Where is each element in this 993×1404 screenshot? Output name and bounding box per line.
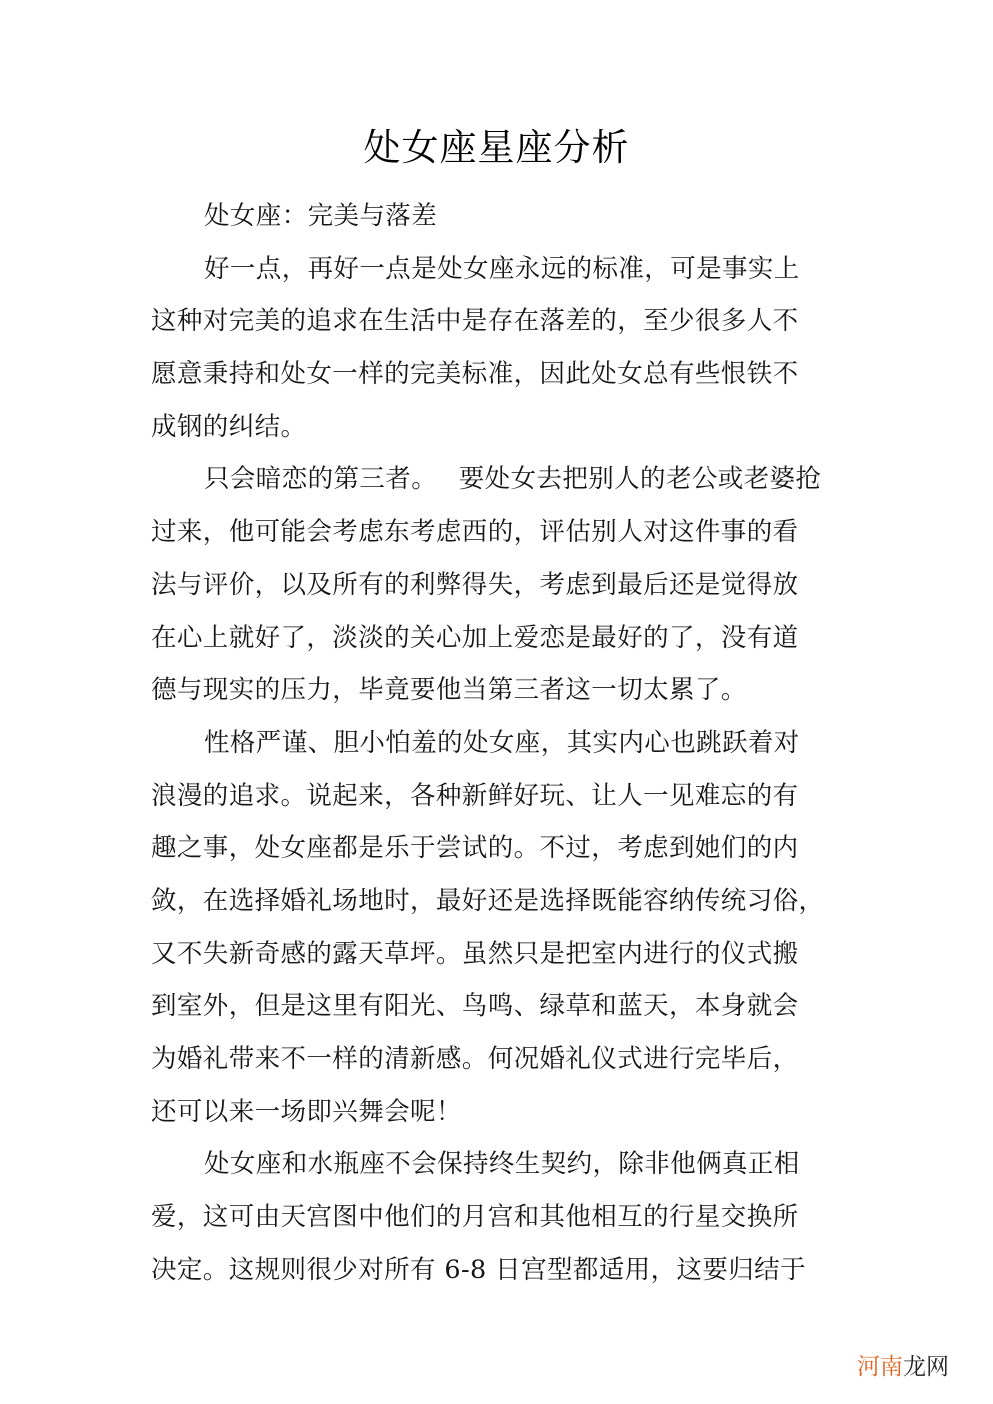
paragraph-line: 好一点，再好一点是处女座永远的标准，可是事实上	[204, 253, 800, 284]
paragraph-line: 敛，在选择婚礼场地时，最好还是选择既能容纳传统习俗，	[151, 885, 825, 916]
paragraph-line: 浪漫的追求。说起来，各种新鲜好玩、让人一见难忘的有	[151, 780, 799, 811]
paragraph-line: 过来，他可能会考虑东考虑西的，评估别人对这件事的看	[151, 517, 799, 548]
document-title: 处女座星座分析	[363, 126, 630, 169]
document-body	[151, 190, 851, 1296]
watermark-part-1: 河南	[857, 1354, 903, 1380]
paragraph-line: 只会暗恋的第三者。 要处女去把别人的老公或老婆抢	[204, 464, 822, 495]
paragraph-line: 法与评价，以及所有的利弊得失，考虑到最后还是觉得放	[151, 569, 799, 600]
paragraph-line: 这种对完美的追求在生活中是存在落差的，至少很多人不	[151, 306, 799, 337]
site-watermark	[857, 1352, 949, 1382]
watermark-part-2: 龙网	[903, 1354, 949, 1380]
paragraph-line: 成钢的纠结。	[151, 411, 307, 442]
paragraph-line: 性格严谨、胆小怕羞的处女座，其实内心也跳跃着对	[204, 727, 800, 758]
paragraph-line: 又不失新奇感的露天草坪。虽然只是把室内进行的仪式搬	[151, 938, 799, 969]
paragraph-line: 德与现实的压力，毕竟要他当第三者这一切太累了。	[151, 675, 747, 706]
paragraph-line: 处女座和水瓶座不会保持终生契约，除非他俩真正相	[204, 1149, 800, 1180]
paragraph-line: 愿意秉持和处女一样的完美标准，因此处女总有些恨铁不	[151, 359, 799, 390]
paragraph-line: 决定。这规则很少对所有 6-8 日宫型都适用，这要归结于	[151, 1254, 806, 1285]
paragraph-line: 还可以来一场即兴舞会呢！	[151, 1096, 462, 1127]
paragraph-line: 在心上就好了，淡淡的关心加上爱恋是最好的了，没有道	[151, 622, 799, 653]
paragraph-line: 趣之事，处女座都是乐于尝试的。不过，考虑到她们的内	[151, 833, 799, 864]
paragraph-line: 到室外，但是这里有阳光、鸟鸣、绿草和蓝天，本身就会	[151, 991, 799, 1022]
subheading-line: 处女座：完美与落差	[204, 201, 438, 231]
paragraph-line: 爱，这可由天宫图中他们的月宫和其他相互的行星交换所	[151, 1202, 799, 1233]
paragraph-line: 为婚礼带来不一样的清新感。何况婚礼仪式进行完毕后，	[151, 1044, 799, 1074]
